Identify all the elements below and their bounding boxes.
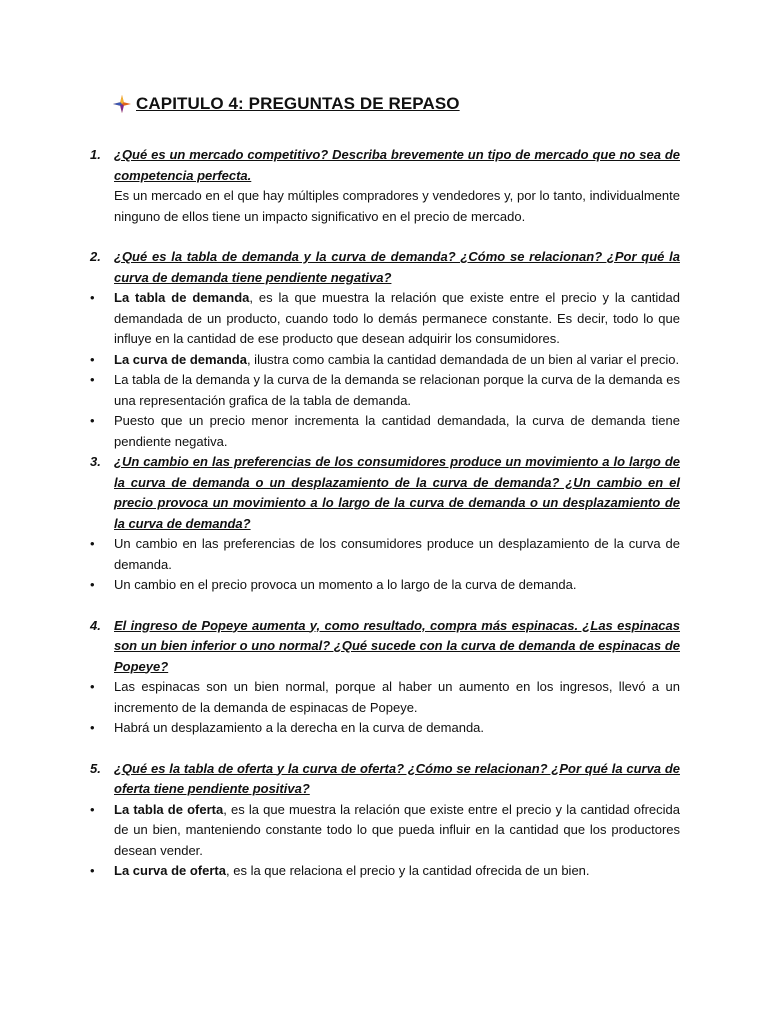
answer-bullets bbox=[80, 288, 680, 452]
bullet-text: , es la que muestra la relación que existe entre el precio y la cantidad ofrecida de un bien, manteniendo constante todo lo que pueda influir en la cantidad que los productores desean vender. bbox=[114, 801, 680, 858]
answer-bullets bbox=[80, 677, 680, 739]
question-4 bbox=[80, 616, 680, 678]
answer-bullet bbox=[80, 534, 680, 575]
question-2 bbox=[80, 247, 680, 288]
bullet-term: La curva de demanda bbox=[114, 351, 247, 367]
question-text: ¿Un cambio en las preferencias de los consumidores produce un movimiento a lo largo de la curva de demanda o un desplazamiento de la curva de demanda? ¿Un cambio en el precio provoca un movimiento a lo largo de la curva de demanda o un desplazamiento de la curva de demanda? bbox=[114, 454, 680, 531]
answer-bullet bbox=[80, 718, 680, 739]
star-bullet-icon bbox=[113, 95, 131, 113]
bullet-term: La tabla de demanda bbox=[114, 290, 250, 305]
answer-bullets bbox=[80, 534, 680, 596]
question-number: 5. bbox=[90, 760, 101, 776]
bullet-text: , ilustra como cambia la cantidad demandada de un bien al variar el precio. bbox=[246, 351, 680, 367]
chapter-heading bbox=[113, 94, 460, 114]
answer-bullet bbox=[80, 411, 680, 452]
answer-text: Es un mercado en el que hay múltiples compradores y vendedores y, por lo tanto, individualmente ninguno de ellos tiene un impacto significativo en el precio de mercado. bbox=[114, 188, 680, 224]
bullet-term: La curva de oferta bbox=[114, 863, 226, 878]
answer-bullet bbox=[80, 861, 680, 882]
bullet-text: Puesto que un precio menor incrementa la cantidad demandada, la curva de demanda tiene pendiente negativa. bbox=[114, 413, 680, 449]
question-number: 3. bbox=[90, 454, 101, 469]
answer-bullet bbox=[80, 370, 680, 411]
answer-bullets bbox=[80, 800, 680, 882]
bullet-term: La tabla de oferta bbox=[114, 801, 224, 817]
answer-bullet bbox=[80, 575, 680, 596]
answer-bullet bbox=[80, 288, 680, 350]
question-3 bbox=[80, 452, 680, 534]
question-number: 2. bbox=[90, 249, 101, 264]
question-number: 4. bbox=[90, 617, 101, 633]
question-1 bbox=[80, 145, 680, 186]
answer-bullet bbox=[80, 800, 680, 862]
question-text: ¿Qué es la tabla de demanda y la curva de demanda? ¿Cómo se relacionan? ¿Por qué la curva de demanda tiene pendiente negativa? bbox=[114, 249, 680, 285]
bullet-text: Un cambio en el precio provoca un momento a lo largo de la curva de demanda. bbox=[114, 577, 577, 592]
question-text: El ingreso de Popeye aumenta y, como resultado, compra más espinacas. ¿Las espinacas son un bien inferior o uno normal? ¿Qué sucede con la curva de demanda de espinacas de Popeye? bbox=[114, 617, 680, 674]
question-number: 1. bbox=[90, 147, 101, 162]
question-text: ¿Qué es un mercado competitivo? Describa brevemente un tipo de mercado que no sea de competencia perfecta. bbox=[114, 147, 680, 183]
questions-list bbox=[80, 145, 680, 882]
page-title: CAPITULO 4: PREGUNTAS DE REPASO bbox=[136, 94, 460, 113]
question-5 bbox=[80, 759, 680, 800]
bullet-text: Las espinacas son un bien normal, porque al haber un aumento en los ingresos, llevó a un incremento de la demanda de espinacas de Popeye. bbox=[114, 679, 680, 715]
question-text: ¿Qué es la tabla de oferta y la curva de oferta? ¿Cómo se relacionan? ¿Por qué la curva de oferta tiene pendiente positiva? bbox=[114, 760, 680, 796]
answer-bullet bbox=[80, 350, 680, 371]
bullet-text: Habrá un desplazamiento a la derecha en la curva de demanda. bbox=[114, 720, 485, 735]
bullet-text: La tabla de la demanda y la curva de la demanda se relacionan porque la curva de la demanda es una representación grafica de la tabla de demanda. bbox=[114, 372, 680, 408]
answer-bullet bbox=[80, 677, 680, 718]
bullet-text: Un cambio en las preferencias de los consumidores produce un desplazamiento de la curva de demanda. bbox=[114, 536, 680, 572]
bullet-text: , es la que muestra la relación que existe entre el precio y la cantidad demandada de un producto, cuando todo lo demás permanece constante. Es decir, todo lo que influye en la cantidad de ese producto que desean adquirir los consumidores. bbox=[114, 290, 680, 346]
bullet-text: , es la que relaciona el precio y la cantidad ofrecida de un bien. bbox=[226, 863, 590, 878]
